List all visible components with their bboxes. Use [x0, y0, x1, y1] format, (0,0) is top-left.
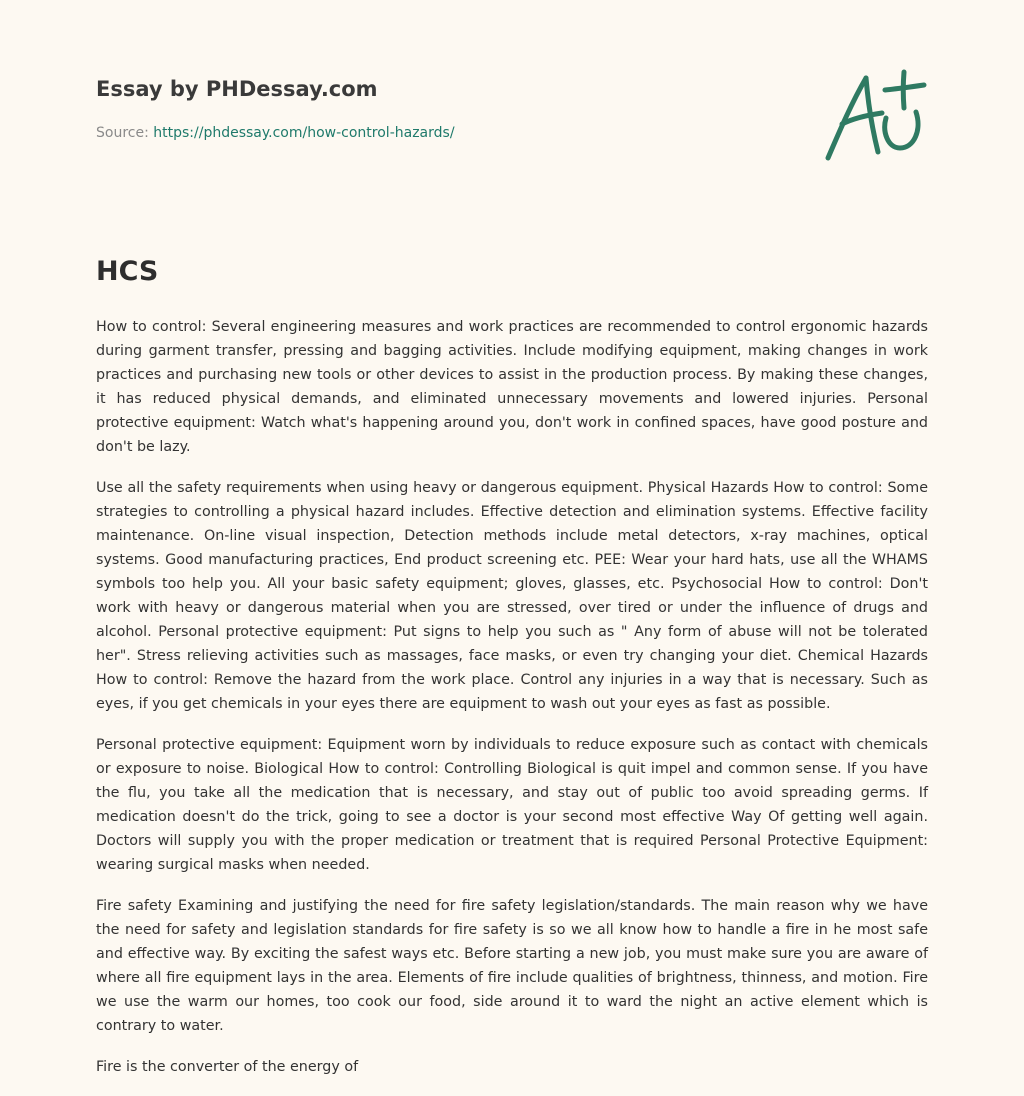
- paragraph: Fire is the converter of the energy of: [96, 1059, 359, 1075]
- a-plus-logo-icon: [822, 68, 928, 164]
- paragraph: Use all the safety requirements when using heavy or dangerous equipment. Physical Hazards How to control: Some strategies to controlling a physical hazard includes. Effective detection and elimination systems. Effective facility maintenance. On-line visual inspection, Detection methods include metal detectors, x-ray machines, optical systems. Good manufacturing practices, End product screening etc. PEE: Wear your hard hats, use all the WHAMS symbols too help you. All your basic safety equipment; gloves, glasses, etc. Psychosocial How to control: Don't work with heavy or dangerous material when you are stressed, over tired or under the influence of drugs and alcohol. Personal protective equipment: Put signs to help you such as " Any form of abuse will not be tolerated her". Stress relieving activities such as massages, face masks, or even try changing your diet. Chemical Hazards How to control: Remove the hazard from the work place. Control any injuries in a way that is necessary. Such as eyes, if you get chemicals in your eyes there are equipment to wash out your eyes as fast as possible.: [96, 480, 928, 712]
- essay-header: [96, 70, 928, 170]
- essay-body: [96, 315, 928, 1096]
- site-title: Essay by PHDessay.com: [96, 77, 378, 101]
- source-link[interactable]: https://phdessay.com/how-control-hazards/: [153, 125, 455, 141]
- source-label: Source:: [96, 125, 154, 141]
- document-title: HCS: [96, 256, 159, 287]
- source-line: [96, 125, 455, 141]
- paragraph: How to control: Several engineering measures and work practices are recommended to control ergonomic hazards during garment transfer, pressing and bagging activities. Include modifying equipment, making changes in work practices and purchasing new tools or other devices to assist in the production process. By making these changes, it has reduced physical demands, and eliminated unnecessary movements and lowered injuries. Personal protective equipment: Watch what's happening around you, don't work in confined spaces, have good posture and don't be lazy.: [96, 319, 928, 455]
- paragraph: Personal protective equipment: Equipment worn by individuals to reduce exposure such as contact with chemicals or exposure to noise. Biological How to control: Controlling Biological is quit impel and common sense. If you have the flu, you take all the medication that is necessary, and stay out of public too avoid spreading germs. If medication doesn't do the trick, going to see a doctor is your second most effective Way Of getting well again. Doctors will supply you with the proper medication or treatment that is required Personal Protective Equipment: wearing surgical masks when needed.: [96, 737, 928, 873]
- paragraph: Fire safety Examining and justifying the need for fire safety legislation/standards. The main reason why we have the need for safety and legislation standards for fire safety is so we all know how to handle a fire in he most safe and effective way. By exciting the safest ways etc. Before starting a new job, you must make sure you are aware of where all fire equipment lays in the area. Elements of fire include qualities of brightness, thinness, and motion. Fire we use the warm our homes, too cook our food, side around it to ward the night an active element which is contrary to water.: [96, 898, 928, 1034]
